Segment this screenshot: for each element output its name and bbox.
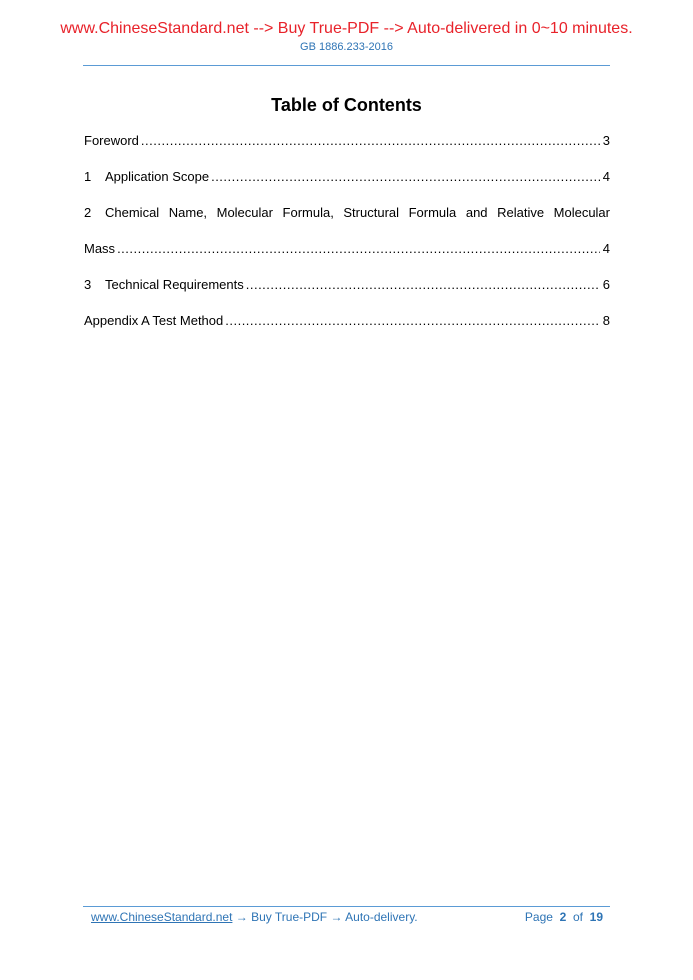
table-of-contents (84, 131, 610, 347)
toc-entry-label: Appendix A Test Method (84, 313, 224, 328)
toc-entry-word: and (465, 205, 488, 220)
toc-entry-technical-requirements[interactable] (84, 275, 610, 311)
toc-dot-leader (225, 311, 600, 331)
toc-entry-page: 4 (602, 169, 610, 184)
page-of-label: of (572, 910, 583, 924)
toc-dot-leader (246, 275, 600, 295)
standard-number: GB 1886.233-2016 (300, 41, 393, 53)
arrow-right-icon: → (235, 910, 248, 924)
toc-entry-number: 3 (84, 277, 92, 292)
footer-website-link[interactable]: www.ChineseStandard.net (91, 910, 233, 924)
toc-entry-word: Molecular (216, 205, 273, 220)
toc-entry-word: Structural (343, 205, 400, 220)
toc-entry-word: Relative (497, 205, 545, 220)
toc-entry-word: Name, (168, 205, 208, 220)
toc-entry-number: 1 (84, 169, 92, 184)
toc-entry-number: 2 (84, 205, 92, 220)
toc-entry-word: Formula, (282, 205, 334, 220)
toc-entry-label: Application Scope (105, 169, 210, 184)
toc-entry-label: Mass (84, 241, 116, 256)
toc-entry-label: Technical Requirements (105, 277, 244, 292)
toc-entry-chemical-name-line2[interactable] (84, 239, 610, 275)
toc-dot-leader (141, 131, 600, 151)
toc-entry-chemical-name-line1[interactable] (84, 203, 610, 239)
toc-dot-leader (117, 239, 600, 259)
footer-divider (83, 906, 610, 907)
page-current: 2 (559, 910, 567, 924)
page-footer (91, 910, 603, 924)
footer-delivery-text: Auto-delivery. (345, 910, 418, 924)
toc-entry-application-scope[interactable] (84, 167, 610, 203)
page-label: Page (524, 910, 553, 924)
toc-dot-leader (211, 167, 600, 187)
toc-entry-page: 8 (602, 313, 610, 328)
toc-entry-word: Molecular (553, 205, 610, 220)
toc-entry-label-line1 (105, 203, 610, 223)
toc-entry-label: Foreword (84, 133, 139, 148)
promo-banner[interactable]: www.ChineseStandard.net --> Buy True-PDF --> Auto-delivered in 0~10 minutes. (60, 20, 633, 37)
toc-entry-word: Formula (408, 205, 457, 220)
footer-promo (91, 910, 418, 924)
page-total: 19 (589, 910, 603, 924)
page-title: Table of Contents (271, 95, 422, 115)
header-divider (83, 65, 610, 66)
toc-entry-foreword[interactable] (84, 131, 610, 167)
toc-entry-page: 6 (602, 277, 610, 292)
arrow-right-icon: → (330, 910, 343, 924)
page-indicator (525, 910, 603, 924)
footer-buy-text: Buy True-PDF (251, 910, 328, 924)
toc-entry-page: 3 (602, 133, 610, 148)
toc-entry-page: 4 (602, 241, 610, 256)
toc-entry-word: Chemical (105, 205, 160, 220)
toc-entry-appendix-a[interactable] (84, 311, 610, 347)
